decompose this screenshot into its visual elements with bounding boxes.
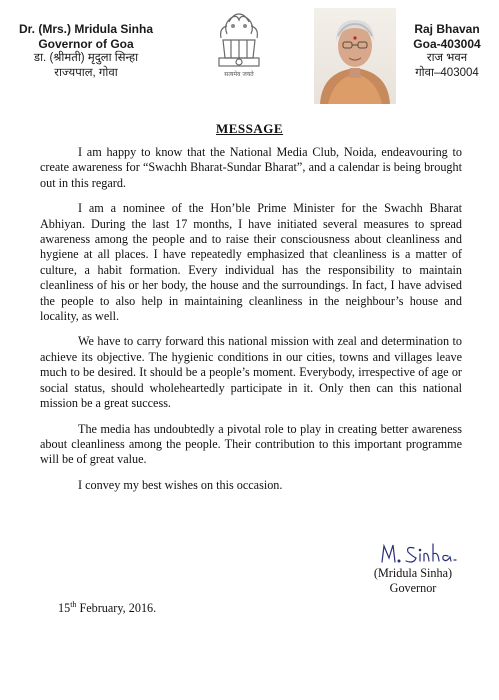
office-name: Raj Bhavan	[414, 22, 480, 36]
message-body	[40, 145, 462, 503]
office-block	[401, 22, 493, 80]
signer-name: (Mridula Sinha)	[373, 566, 453, 580]
sender-title: Governor of Goa	[38, 36, 134, 51]
date-day: 15	[58, 601, 71, 616]
office-location-hindi: गोवा–403004	[415, 66, 479, 79]
sender-title-hindi: राज्यपाल, गोवा	[54, 66, 118, 79]
sender-block	[6, 22, 166, 80]
signer-title: Governor	[389, 581, 437, 595]
paragraph-5: I convey my best wishes on this occasion.	[78, 477, 283, 492]
office-location: Goa-403004	[413, 36, 481, 51]
emblem-motto: सत्यमेव जयते	[224, 71, 254, 78]
date-suffix: th	[70, 600, 77, 609]
paragraph-3: We have to carry forward this national mission with zeal and determination to achieve its objective. The hygienic conditions in our cities, towns and villages leave much to be desired. It should be a people’s moment. Everybody, irrespective of age or social status, should wholeheartedly participate in it. Only then can this national mission be a great success.	[40, 334, 462, 411]
paragraph-2: I am a nominee of the Hon’ble Prime Minister for the Swachh Bharat Abhiyan. During the last 17 months, I have initiated several measures to spread awareness among the people and to raise their consciousness about cleanliness and hygiene at all places. I have repeatedly emphasized that cleanliness is a matter of culture, a habit formation. Every individual has the responsibility to maintain cleanliness of his or her body, the house and the surroundings. In fact, I have advised the people to also help in maintaining cleanliness in the neighbour’s house and locality, as well.	[40, 201, 462, 324]
message-title: MESSAGE	[215, 121, 284, 136]
handwritten-signature	[362, 536, 472, 566]
letter-date	[58, 600, 156, 616]
paragraph-4: The media has undoubtedly a pivotal role to play in creating better awareness about cleanliness among the people. Their contribution to this important programme will be of great value.	[40, 421, 462, 467]
office-name-hindi: राज भवन	[426, 52, 468, 64]
sender-name-hindi: डा. (श्रीमती) मृदुला सिन्हा	[33, 52, 139, 64]
paragraph-1: I am happy to know that the National Media Club, Noida, endeavouring to create awareness for “Swachh Bharat-Sundar Bharat”, and a calendar is being brought out in this regard.	[40, 145, 462, 190]
sender-name: Dr. (Mrs.) Mridula Sinha	[18, 22, 153, 36]
governor-portrait	[314, 8, 396, 104]
date-rest: February, 2016.	[76, 601, 157, 616]
signer-block	[358, 566, 468, 596]
